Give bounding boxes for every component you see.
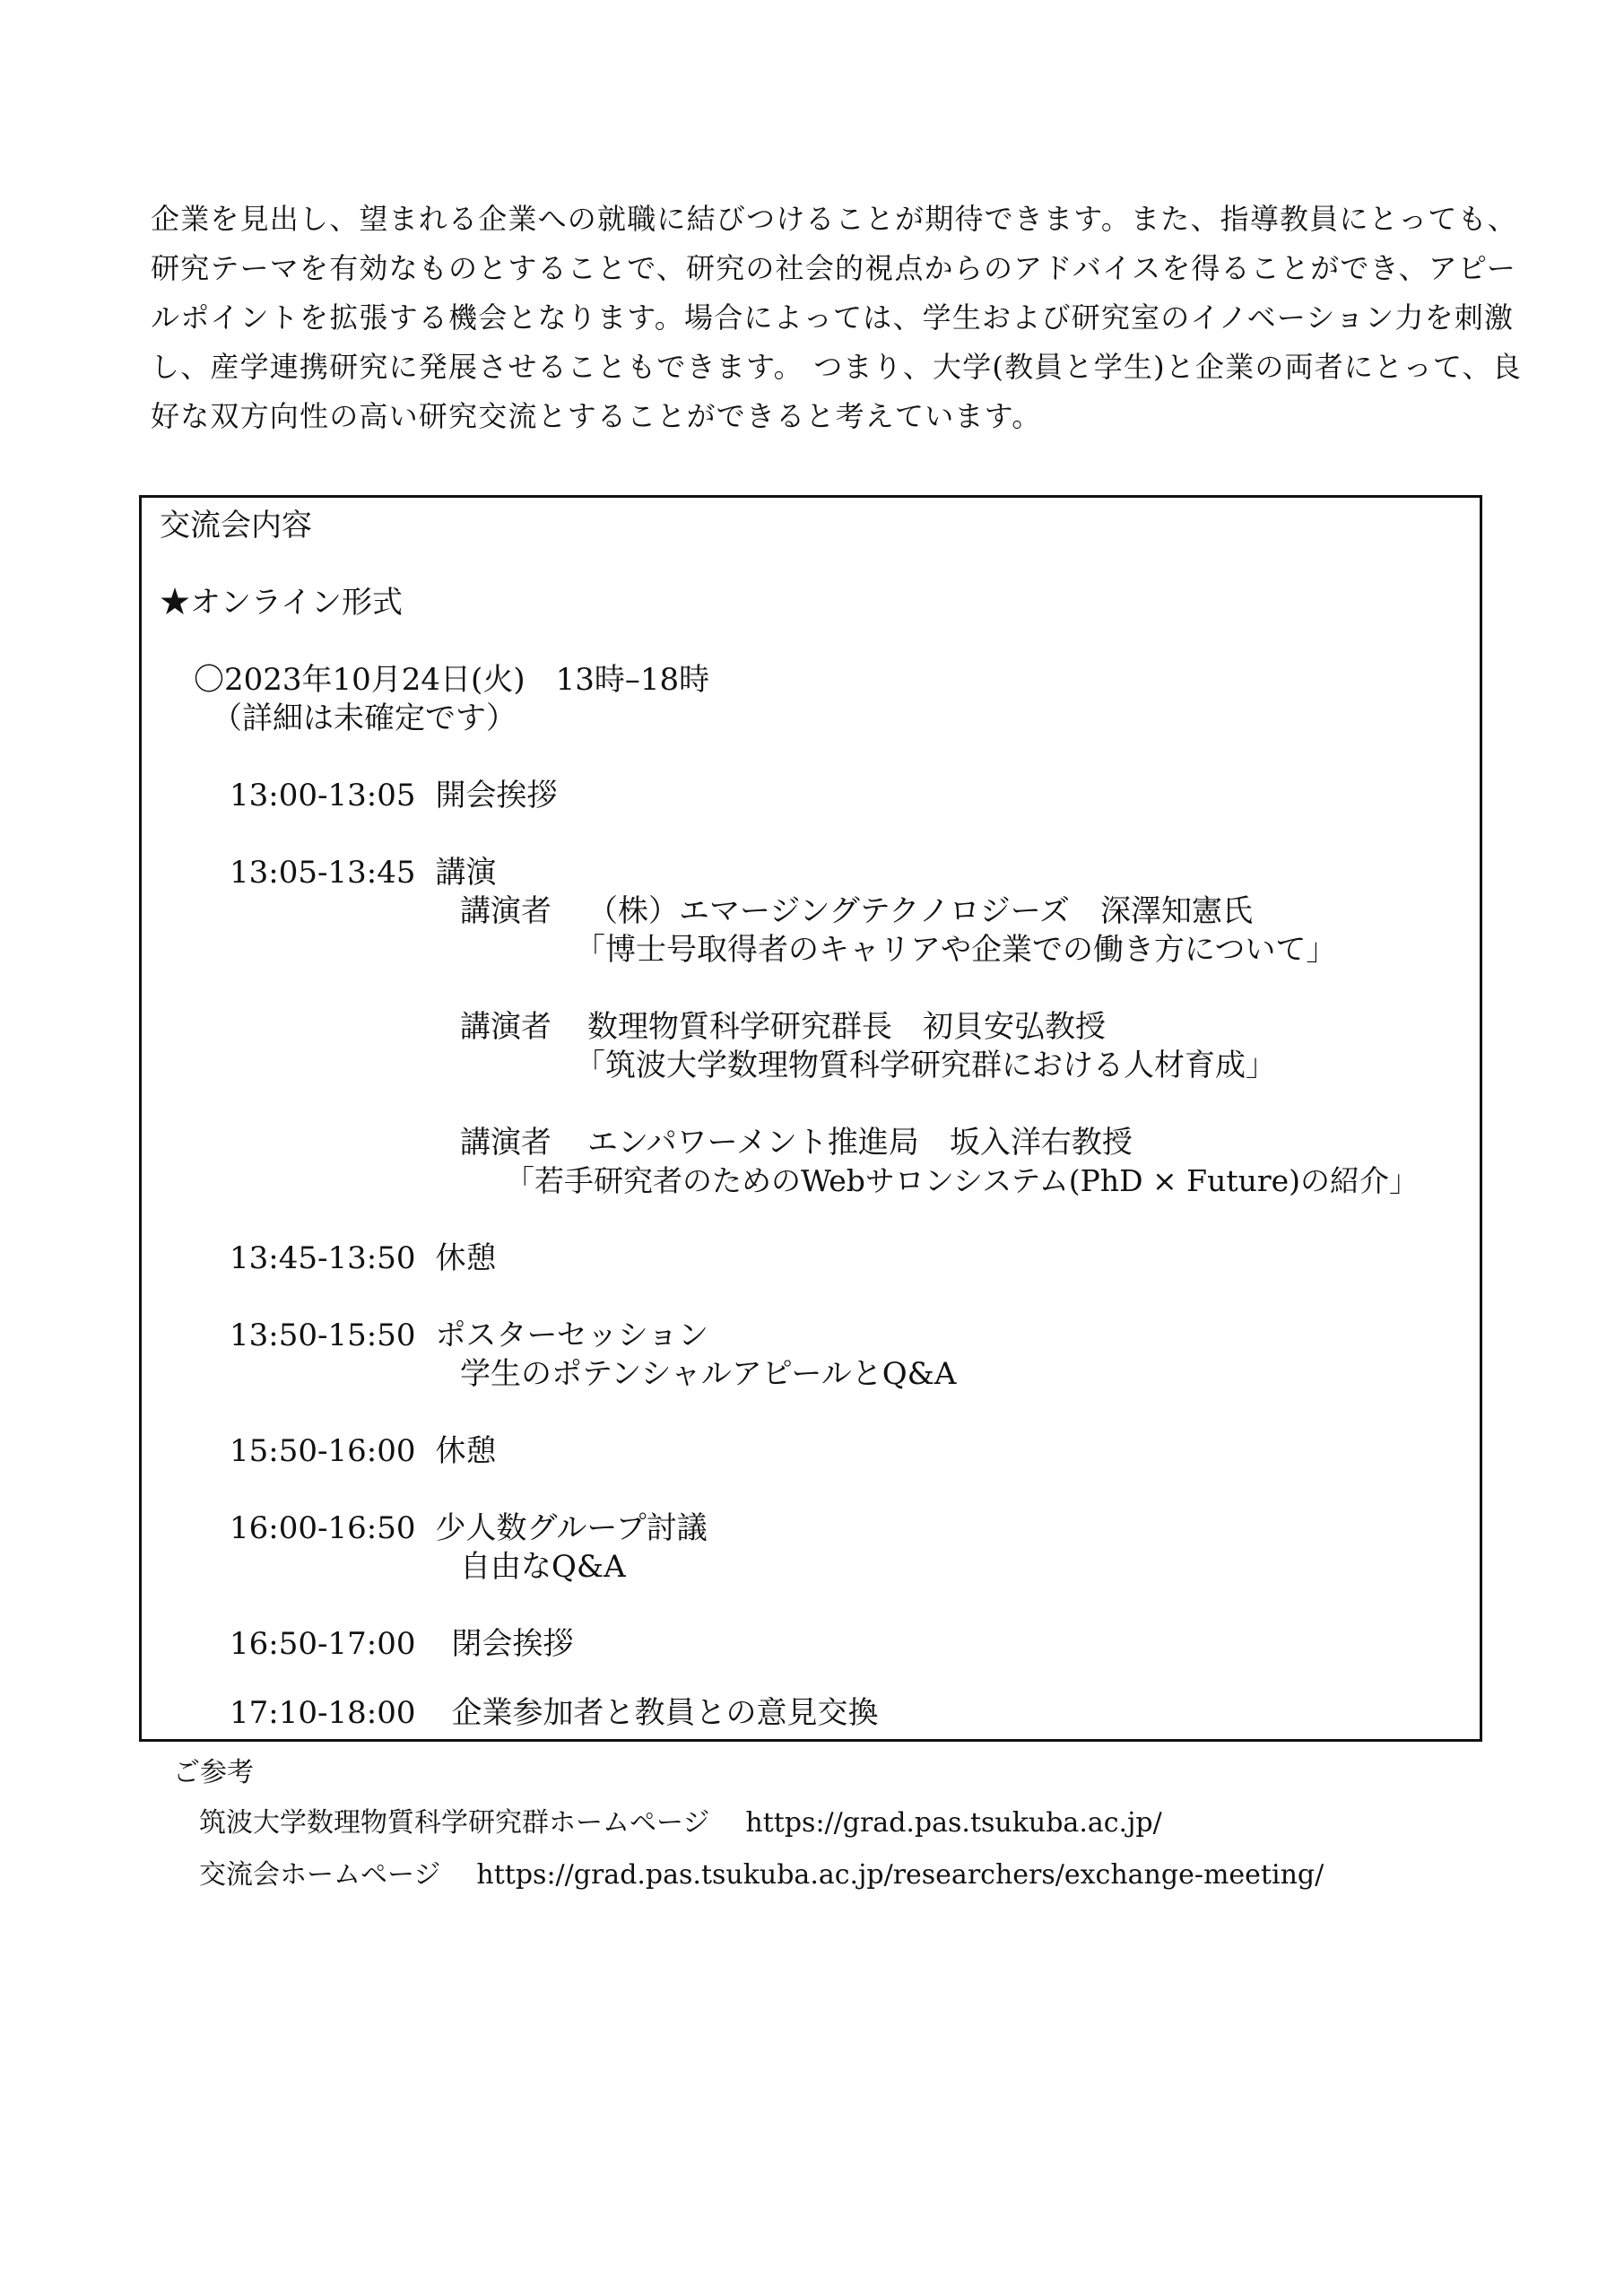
speaker-label: 講演者 [460, 1009, 551, 1045]
schedule-title: 休憩 [435, 1240, 497, 1276]
event-date: 〇2023年10月24日(火) 13時–18時 [194, 662, 710, 698]
schedule-time: 13:50-15:50 [230, 1318, 416, 1353]
speaker-name: （株）エマージングテクノロジーズ 深澤知憲氏 [587, 893, 1254, 929]
speaker-line [460, 1125, 1133, 1161]
schedule-detail: 自由なQ&A [460, 1549, 626, 1585]
schedule-time: 17:10-18:00 [230, 1695, 416, 1731]
schedule-title: ポスターセッション [435, 1318, 709, 1353]
schedule-item [230, 1433, 497, 1469]
speaker-name: 数理物質科学研究群長 初貝安弘教授 [587, 1009, 1106, 1045]
schedule-time: 16:00-16:50 [230, 1510, 416, 1546]
schedule-title: 少人数グループ討議 [435, 1510, 708, 1546]
schedule-title: 企業参加者と教員との意見交換 [451, 1695, 879, 1731]
schedule-time: 13:05-13:45 [230, 855, 416, 891]
reference-link[interactable]: https://grad.pas.tsukuba.ac.jp/ [745, 1807, 1162, 1839]
schedule-item [230, 1626, 574, 1662]
talk-title: 「若手研究者のためのWebサロンシステム(PhD × Future)の紹介」 [505, 1163, 1420, 1198]
speaker-line [460, 1009, 1106, 1045]
talk-title: 「筑波大学数理物質科学研究群における人材育成」 [575, 1048, 1276, 1083]
schedule-title: 閉会挨拶 [451, 1626, 574, 1662]
schedule-time: 15:50-16:00 [230, 1433, 416, 1469]
speaker-line [460, 893, 1254, 929]
speaker-label: 講演者 [460, 893, 551, 929]
schedule-title: 開会挨拶 [435, 778, 558, 813]
program-box [139, 495, 1482, 1742]
paragraph-line: し、産学連携研究に発展させることもできます。 つまり、大学(教員と学生)と企業の両者にとって、良 [151, 350, 1522, 384]
reference-item [199, 1807, 1162, 1839]
paragraph-line: 研究テーマを有効なものとすることで、研究の社会的視点からのアドバイスを得ることができ、アピー [151, 251, 1517, 285]
date-note: （詳細は未確定です） [212, 700, 517, 736]
box-heading: 交流会内容 [160, 508, 312, 544]
schedule-item [230, 855, 497, 891]
format-label: ★オンライン形式 [160, 585, 403, 621]
reference-link[interactable]: https://grad.pas.tsukuba.ac.jp/researchers/exchange-meeting/ [476, 1859, 1324, 1891]
paragraph-line: 企業を見出し、望まれる企業への就職に結びつけることが期待できます。また、指導教員にとっても、 [151, 202, 1518, 236]
schedule-item [230, 780, 557, 811]
schedule-title: 講演 [435, 855, 497, 891]
reference-label: 筑波大学数理物質科学研究群ホームページ [199, 1807, 710, 1839]
schedule-time: 13:00-13:05 [230, 778, 416, 813]
references-heading: ご参考 [173, 1757, 254, 1788]
speaker-label: 講演者 [460, 1125, 551, 1161]
reference-item [199, 1859, 1324, 1891]
schedule-time: 13:45-13:50 [230, 1240, 416, 1276]
paragraph-line: 好な双方向性の高い研究交流とすることができると考えています。 [151, 399, 1042, 433]
schedule-time: 16:50-17:00 [230, 1626, 416, 1662]
paragraph-line: ルポイントを拡張する機会となります。場合によっては、学生および研究室のイノベーション力を刺激 [151, 300, 1515, 335]
talk-title: 「博士号取得者のキャリアや企業での働き方について」 [575, 932, 1337, 968]
schedule-item [230, 1510, 708, 1546]
speaker-name: エンパワーメント推進局 坂入洋右教授 [587, 1125, 1133, 1161]
schedule-item [230, 1695, 879, 1731]
schedule-detail: 学生のポテンシャルアピールとQ&A [460, 1356, 957, 1392]
reference-label: 交流会ホームページ [199, 1859, 441, 1891]
schedule-item [230, 1320, 708, 1351]
schedule-title: 休憩 [435, 1433, 497, 1469]
schedule-item [230, 1240, 497, 1276]
